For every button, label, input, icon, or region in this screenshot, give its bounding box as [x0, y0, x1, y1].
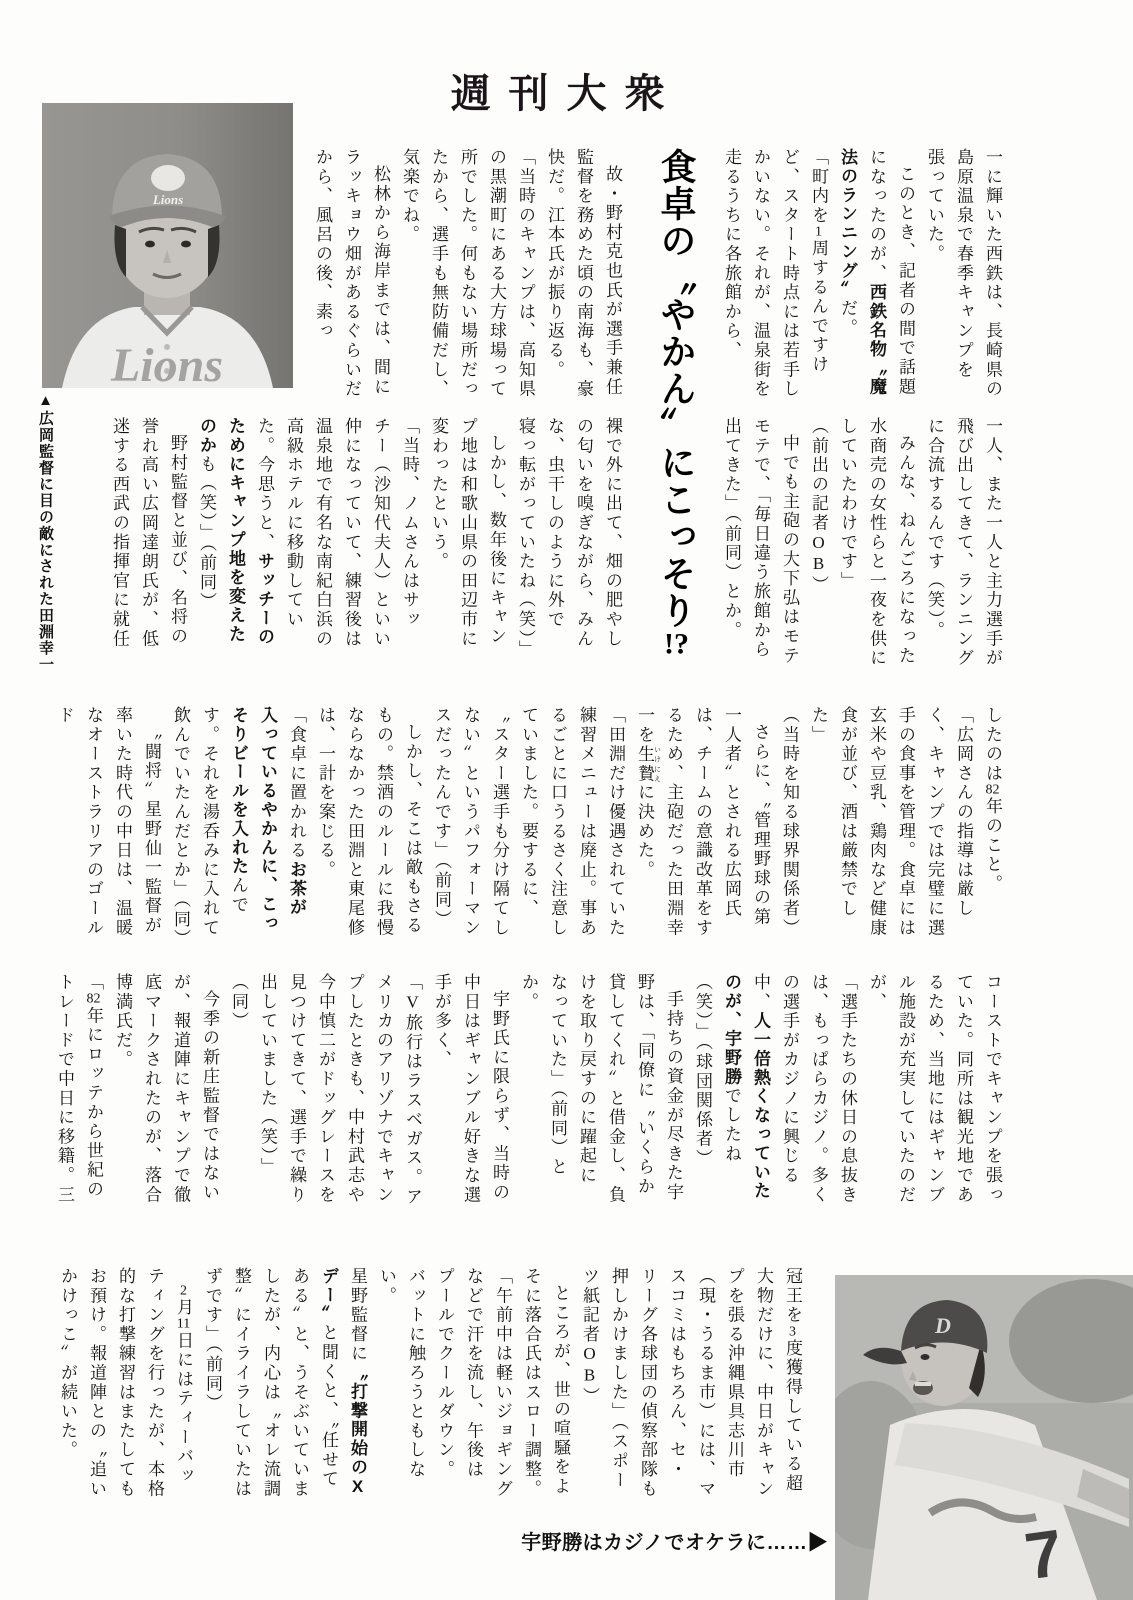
- article-flow-right-row2: 一人、また一人と主力選手が飛び出してきて、ランニングに合流するんです（笑）。 みんな、ねんごろになった水商売の女性らと一夜を供にしていたわけです」 （前出の記者OB） 中でも主砲の大下弘はモテモテで、「毎日違う旅館から出てきた」（前同）とか。: [722, 417, 1002, 668]
- article-flow-left-row1: 故・野村克也氏が選手兼任監督を務めた頃の南海も、豪快だ。江本氏が振り返る。 「当時のキャンプは、高知県の黒潮町にある大方球場って所でした。何もない場所だったから、選手も無防備だし、気楽でね。 松林から海岸までは、間にラッキョウ畑があるぐらいだから、風呂の後、素っ: [313, 148, 622, 399]
- jersey-number: 7: [1020, 1515, 1068, 1594]
- eye: [921, 1354, 930, 1360]
- teeth: [915, 1382, 931, 1386]
- cap-logo: D: [935, 1313, 951, 1338]
- photo-tabuchi-illustration: [42, 103, 293, 388]
- article-band-5: 冠王を3度獲得している超大物だけに、中日がキャンプを張る沖縄県具志川市（現・うるま市）には、マスコミはもちろん、セ・リーグ各球団の偵察部隊も押しかけました」（スポーツ紙記者OB） ところが、世の喧騒をよそに落合氏はスロー調整。 「午前中は軽いジョギングなどで汗を流し、午後はプールでクールダウン。バットに触ろうともしない。 星野監督に〝打撃開始のXデー〟と聞くと、〝任せてある〟と、うそぶいていましたが、内心は〝オレ流調整〟にイライラしていたはずです」（前同） 2月11日にはティーバッティングを行ったが、本格的な打撃練習はまたしてもお預け。報道陣との〝追いかけっこ〟が続いた。: [58, 1267, 802, 1499]
- magazine-title: 週刊大衆: [450, 71, 683, 116]
- photo-tabuchi: [42, 103, 293, 388]
- jersey-script: Lions: [110, 339, 224, 388]
- photo-uno-illustration: [835, 1275, 1133, 1600]
- headline-text: 食卓の〝やかん〟にこっそり: [656, 148, 696, 629]
- article-band-3: したのは82年のこと。 「広岡さんの指導は厳しく、キャンプでは完璧に選手の食事を管理。食卓には玄米や豆乳、鶏肉など健康食が並び、酒は厳禁でした」 （当時を知る球界関係者） さらに、〝管理野球の第一人者〟とされる広岡氏は、チームの意識改革をするため、主砲だった田淵幸一を生贄 いけにえに決めた。 「田淵だけ優遇されていた練習メニューは廃止。事あるごとに口うるさく注意していました。要するに、〝スター選手も分け隔てしない〟というパフォーマンスだったんです」（前同） しかし、そこは敵もさるもの。禁酒のルールに我慢ならなかった田淵と東尾修は、一計を案じる。 「食卓に置かれるお茶が入っているやかんに、こっそりビールを入れたんです。それを湯呑みに入れて飲んでいたんだとか」（同） 〝闘将〟星野仙一監督が率いた時代の中日は、温暖なオーストラリアのゴールド: [55, 706, 1002, 949]
- article-band-4: コーストでキャンプを張っていた。同所は観光地であるため、当地にはギャンブル施設が充実していたのだが、 「選手たちの休日の息抜きは、もっぱらカジノ。多くの選手がカジノに興じる中、人一倍熱くなっていたのが、宇野勝でしたね（笑）」（球団関係者） 手持ちの資金が尽きた宇野は、「同僚に〝いくらか貸してくれ〟と借金し、負けを取り戻すのに躍起になっていた」（前同）とか。 宇野氏に限らず、当時の中日はギャンブル好きな選手が多く、 「V旅行はラスベガス。アメリカのアリゾナでキャンプしたときも、中村武志や今中慎二がドッグレースを見つけてきて、選手で繰り出していました（笑）」（同） 今季の新庄監督ではないが、報道陣にキャンプで徹底マークされたのが、落合博満氏だ。 「82年にロッテから世紀のトレードで中日に移籍。三: [55, 973, 1002, 1207]
- headline-bang: !?: [664, 629, 689, 659]
- eye-left: [145, 241, 155, 248]
- cap-script: Lions: [152, 192, 184, 207]
- eye-right: [181, 241, 191, 248]
- lion-logo: [151, 165, 185, 191]
- article-flow-right-row1: 一に輝いた西鉄は、長崎県の島原温泉で春季キャンプを張っていた。 このとき、記者の間で話題になったのが、西鉄名物〝魔法のランニング〟だ。 「町内を1周するんですけど、スタート時点には若手しかいない。それが、温泉街を走るうちに各旅館から、: [722, 148, 1002, 399]
- photo-caption-uno: 宇野勝はカジノでオケラに……▶: [521, 1532, 828, 1554]
- photo-uno: [835, 1275, 1133, 1600]
- article-flow-left-row2: 裸で外に出て、畑の肥やしの匂いを嗅ぎながら、みんな、虫干しのように外で寝っ転がっていたね（笑）」 しかし、数年後にキャンプ地は和歌山県の田辺市に変わったという。 「当時、ノムさんはサッチー（沙知代夫人）といい仲になっていて、練習後は温泉地で有名な南紀白浜の高級ホテルに移動していた。今思うと、サッチーのためにキャンプ地を変えたのかも（笑）」（前同） 野村監督と並び、名将の誉れ高い広岡達朗氏が、低迷する西武の指揮官に就任: [110, 417, 622, 660]
- photo-caption-tabuchi: ▲広岡監督に目の敵にされた田淵幸一: [37, 392, 54, 673]
